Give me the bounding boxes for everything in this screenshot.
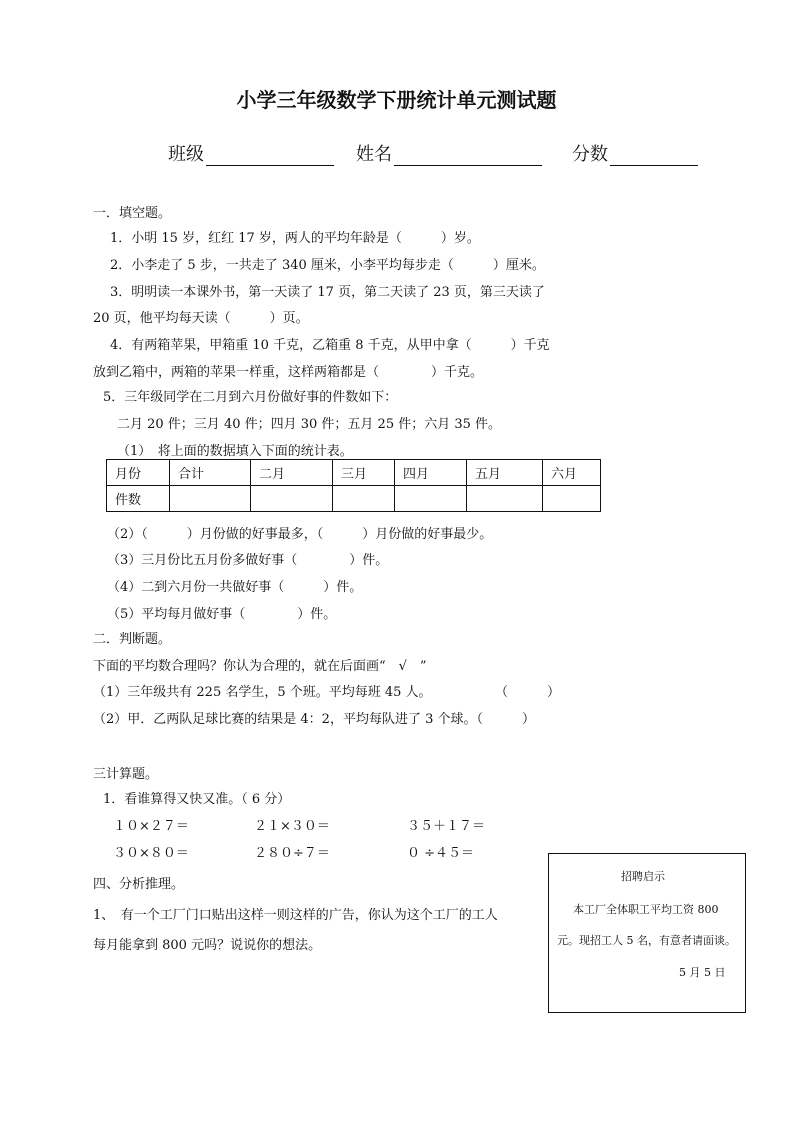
judge-item-2: （2）甲．乙两队足球比赛的结果是 4：2，平均每队进了 3 个球。（ ） xyxy=(93,712,535,727)
name-blank[interactable] xyxy=(394,147,542,166)
table-cell: 件数 xyxy=(107,486,170,512)
calc-item: １０×２７＝ xyxy=(113,819,189,834)
section3-sub: 1．看谁算得又快又准。（ 6 分） xyxy=(103,792,291,807)
question-5-sub4: （4）二到六月份一共做好事（ ）件。 xyxy=(107,580,363,595)
notice-line2: 元。现招工人 5 名，有意者请面谈。 xyxy=(557,934,736,947)
table-row xyxy=(107,460,601,486)
score-field xyxy=(572,140,698,166)
question-4-line2: 放到乙箱中，两箱的苹果一样重，这样两箱都是（ ）千克。 xyxy=(93,365,484,380)
analysis-question-line2: 每月能拿到 800 元吗？说说你的想法。 xyxy=(93,938,322,953)
section2-heading: 二．判断题。 xyxy=(93,632,172,647)
question-4-line1: 4．有两箱苹果，甲箱重 10 千克，乙箱重 8 千克，从甲中拿（ ）千克 xyxy=(110,338,550,353)
table-row xyxy=(107,486,601,512)
judge-item-1: （1）三年级共有 225 名学生，5 个班。平均每班 45 人。 xyxy=(93,685,432,700)
class-field xyxy=(168,140,334,166)
question-5-sub1: （1） 将上面的数据填入下面的统计表。 xyxy=(117,444,353,459)
question-2: 2．小李走了 5 步，一共走了 340 厘米，小李平均每步走（ ）厘米。 xyxy=(110,258,545,273)
section1-heading: 一．填空题。 xyxy=(93,206,172,221)
table-cell: 合计 xyxy=(170,460,251,486)
table-input-cell[interactable] xyxy=(251,486,333,512)
score-blank[interactable] xyxy=(610,147,698,166)
calc-item: ２１×３０＝ xyxy=(254,819,330,834)
table-input-cell[interactable] xyxy=(543,486,601,512)
section2-intro: 下面的平均数合理吗？你认为合理的，就在后面画“ √ ” xyxy=(93,659,427,674)
question-5-sub2: （2）（ ）月份做的好事最多，（ ）月份做的好事最少。 xyxy=(107,527,493,542)
section3-heading: 三计算题。 xyxy=(93,767,159,782)
calc-item: ３５＋１７＝ xyxy=(407,819,486,834)
question-5-sub3: （3）三月份比五月份多做好事（ ）件。 xyxy=(107,553,389,568)
judge-item-1-blank: （ ） xyxy=(495,685,561,700)
question-3-line2: 20 页，他平均每天读（ ）页。 xyxy=(93,311,309,326)
question-3-line1: 3．明明读一本课外书，第一天读了 17 页，第二天读了 23 页，第三天读了 xyxy=(110,285,545,300)
table-cell: 四月 xyxy=(395,460,467,486)
table-cell: 六月 xyxy=(543,460,601,486)
question-5-data: 二月 20 件；三月 40 件；四月 30 件；五月 25 件；六月 35 件。 xyxy=(117,417,502,432)
table-cell: 三月 xyxy=(333,460,395,486)
stat-table xyxy=(106,459,601,512)
table-input-cell[interactable] xyxy=(170,486,251,512)
class-blank[interactable] xyxy=(206,147,334,166)
calc-item: ２８０÷７＝ xyxy=(254,846,330,861)
name-label: 姓名 xyxy=(356,144,392,165)
question-5-sub5: （5）平均每月做好事（ ）件。 xyxy=(107,607,337,622)
notice-date: 5 月 5 日 xyxy=(679,966,726,979)
notice-line1: 本工厂全体职工平均工资 800 xyxy=(573,903,719,916)
table-cell: 月份 xyxy=(107,460,170,486)
calc-item: ０ ÷４５＝ xyxy=(407,846,475,861)
table-cell: 二月 xyxy=(251,460,333,486)
table-cell: 五月 xyxy=(467,460,543,486)
name-field xyxy=(356,140,542,166)
class-label: 班级 xyxy=(168,144,204,165)
table-input-cell[interactable] xyxy=(467,486,543,512)
table-input-cell[interactable] xyxy=(333,486,395,512)
table-input-cell[interactable] xyxy=(395,486,467,512)
calc-item: ３０×８０＝ xyxy=(113,846,189,861)
notice-title: 招聘启示 xyxy=(621,870,665,883)
question-1: 1．小明 15 岁，红红 17 岁，两人的平均年龄是（ ）岁。 xyxy=(110,231,480,246)
score-label: 分数 xyxy=(572,144,608,165)
page-title: 小学三年级数学下册统计单元测试题 xyxy=(236,88,557,112)
section4-heading: 四、分析推理。 xyxy=(93,877,185,892)
question-5: 5．三年级同学在二月到六月份做好事的件数如下： xyxy=(103,390,398,405)
recruitment-notice xyxy=(548,853,746,1013)
analysis-question-line1: 1、 有一个工厂门口贴出这样一则这样的广告，你认为这个工厂的工人 xyxy=(93,908,498,923)
